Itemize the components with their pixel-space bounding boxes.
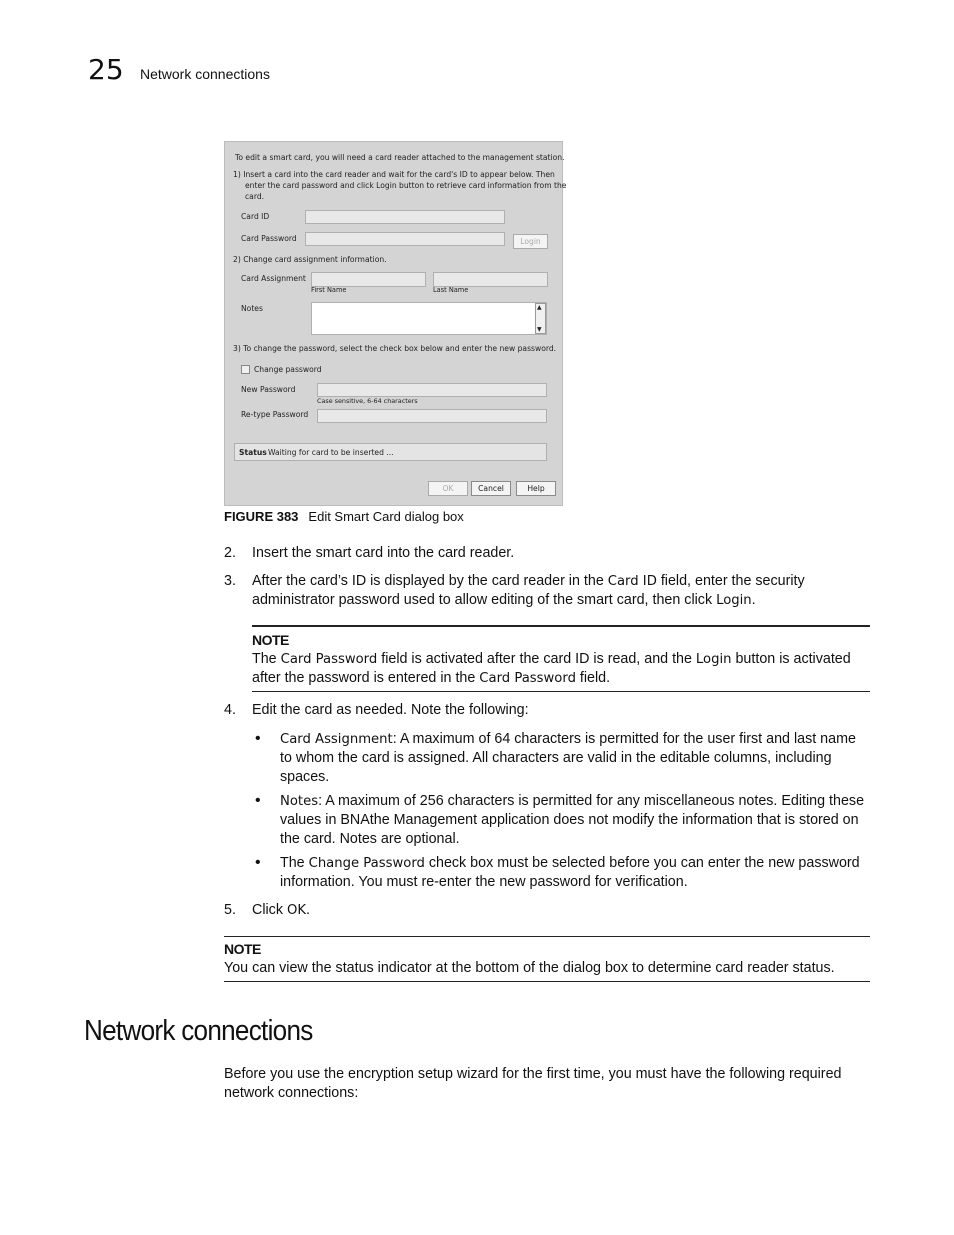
status-label: Status [239,448,267,457]
note-box [224,936,870,982]
chapter-number: 25 [88,53,124,86]
status-bar [234,443,547,461]
change-password-checkbox[interactable] [241,365,250,374]
step-text: Click OK. [252,902,310,918]
new-password-label: New Password [241,385,296,394]
bullet-icon: • [255,854,261,871]
ui-term: Card ID [607,574,657,589]
change-password-label: Change password [254,365,322,374]
ui-term: Card Assignment [280,732,393,747]
note-box [252,625,870,692]
step-3 [224,572,870,612]
edit-smart-card-dialog [224,141,567,506]
password-hint: Case sensitive, 6-64 characters [317,397,418,405]
section-intro: Before you use the encryption setup wizard for the first time, you must have the following required network connections: [224,1066,842,1101]
figure-number: FIGURE 383 [224,509,299,524]
step-number: 2. [224,545,236,561]
card-password-label: Card Password [241,234,297,243]
ui-term: Login [716,593,752,608]
card-id-label: Card ID [241,212,270,221]
step-number: 4. [224,702,236,718]
help-button[interactable]: Help [516,481,556,496]
note-header: NOTE [224,941,261,957]
card-password-field[interactable] [305,232,505,246]
ui-term: Change Password [308,856,425,871]
step-text: Insert the smart card into the card reader. [252,545,515,561]
last-name-caption: Last Name [433,286,469,294]
dialog-step1-line2: enter the card password and click Login button to retrieve card information from the [245,181,567,190]
figure-label [224,509,464,524]
bullet-item: • Notes: A maximum of 256 characters is permitted for any miscellaneous notes. Editing these values in BNAthe Management application does not modify the information that is stored on the card. Notes are optional. [255,792,865,847]
note-header: NOTE [252,632,289,648]
dialog-step3: 3) To change the password, select the check box below and enter the new password. [233,344,557,353]
cancel-button[interactable]: Cancel [471,481,511,496]
step-text: Edit the card as needed. Note the following: [252,702,529,718]
scroll-up-icon[interactable]: ▲ [537,304,542,311]
step-4 [224,701,870,721]
ui-term: Notes [280,794,319,809]
section-heading: Network connections [84,1015,313,1047]
ui-term: OK [286,903,306,918]
retype-password-label: Re-type Password [241,410,309,419]
chapter-title: Network connections [140,66,270,82]
login-button[interactable]: Login [513,234,548,249]
dialog-intro: To edit a smart card, you will need a card reader attached to the management station. [235,153,565,162]
step-text: After the card’s ID is displayed by the card reader in the Card ID field, enter the security administrator password used to allow editing of the smart card, then click Login. [252,573,805,608]
step-2 [224,544,870,564]
figure-caption: Edit Smart Card dialog box [308,509,464,524]
step-number: 3. [224,573,236,589]
scroll-down-icon[interactable]: ▼ [537,326,542,333]
retype-password-field[interactable] [317,409,547,423]
card-assignment-label: Card Assignment [241,274,306,283]
notes-scrollbar[interactable] [535,303,546,334]
note-text: You can view the status indicator at the bottom of the dialog box to determine card reader status. [224,960,835,976]
step-5 [224,901,870,921]
first-name-field[interactable] [311,272,426,287]
notes-label: Notes [241,304,263,313]
notes-textarea[interactable] [311,302,547,335]
bullet-icon: • [255,730,261,747]
dialog-step1-line1: 1) Insert a card into the card reader and wait for the card's ID to appear below. Then [233,170,555,179]
bullet-item: • The Change Password check box must be selected before you can enter the new password information. You must re-enter the new password for verification. [255,854,860,890]
dialog-step1-line3: card. [245,192,265,201]
bullet-icon: • [255,792,261,809]
status-value: Waiting for card to be inserted ... [268,448,394,457]
dialog-step2: 2) Change card assignment information. [233,255,387,264]
step-number: 5. [224,902,236,918]
card-id-field[interactable] [305,210,505,224]
last-name-field[interactable] [433,272,548,287]
bullet-item: • Card Assignment: A maximum of 64 characters is permitted for the user first and last name to whom the card is assigned. All characters are valid in the editable columns, including spaces. [255,730,856,785]
new-password-field[interactable] [317,383,547,397]
first-name-caption: First Name [311,286,347,294]
note-text: The Card Password field is activated after the card ID is read, and the Login button is activated after the password is entered in the Card Password field. [252,651,851,686]
ok-button[interactable]: OK [428,481,468,496]
